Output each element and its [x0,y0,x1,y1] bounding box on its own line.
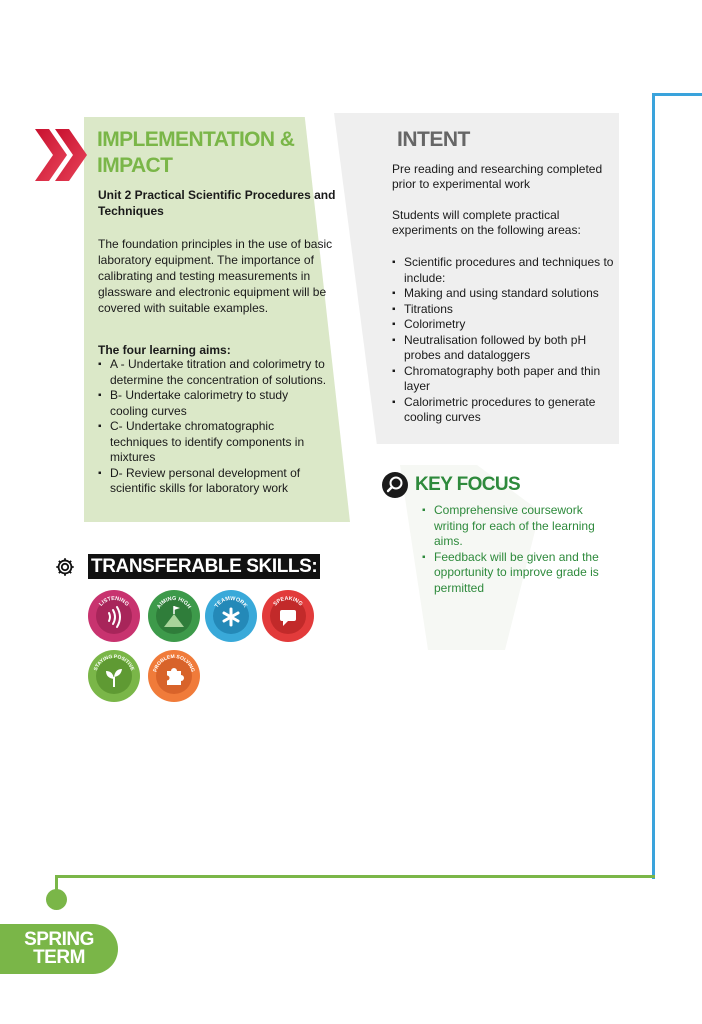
badge-label: SPEAKING [272,595,304,608]
list-item: ▪ D- Review personal development of scientific skills for laboratory work [98,466,328,497]
list-item: ▪ Making and using standard solutions [392,286,617,302]
transferable-skills-title: TRANSFERABLE SKILLS: [88,554,320,579]
term-badge [0,924,118,974]
key-focus-title: KEY FOCUS [415,474,521,495]
badge-label: LISTENING [98,595,130,608]
list-item: ▪ Colorimetry [392,317,617,333]
double-chevron-icon [33,127,93,183]
gear-icon [54,556,76,578]
skill-badge-staying-positive [88,650,140,702]
intent-title: INTENT [397,128,470,151]
badge-label: AIMING HIGH [156,595,192,610]
unit-title: Unit 2 Practical Scientific Procedures and Techniques [98,188,336,218]
badge-label: STAYING POSITIVE [92,653,136,672]
aims-list [98,357,328,497]
list-item: ▪ Chromatography both paper and thin layer [392,364,617,395]
list-item: ▪ Scientific procedures and techniques to include: [392,255,617,286]
list-item: ▪ B- Undertake calorimetry to study cooling curves [98,388,328,419]
skill-badge-aiming-high [148,590,200,642]
term-line2: TERM [33,947,85,968]
skill-badge-problem-solving [148,650,200,702]
skill-badge-listening [88,590,140,642]
term-line1: SPRING [24,929,94,950]
key-focus-list [422,503,607,596]
intent-paragraph-1: Pre reading and researching completed prior to experimental work [392,162,603,191]
list-item: ▪ Neutralisation followed by both pH probes and dataloggers [392,333,617,364]
skill-badge-speaking [262,590,314,642]
timeline-line-bottom [55,875,655,899]
timeline-line-top [652,93,702,879]
list-item: ▪ Titrations [392,302,617,318]
implementation-body: The foundation principles in the use of basic laboratory equipment. The importance of calibrating and testing measurements in glassware and electronic equipment will be covered with suitable examples. [98,237,333,315]
timeline-dot [46,889,67,910]
implementation-title-line2: IMPACT [97,154,173,177]
list-item: ▪ A - Undertake titration and colorimetry to determine the concentration of solutions. [98,357,328,388]
list-item: ▪ Feedback will be given and the opportunity to improve grade is permitted [422,550,607,597]
list-item: ▪ Calorimetric procedures to generate cooling curves [392,395,617,426]
magnifier-icon [382,472,408,498]
intent-paragraph-2: Students will complete practical experiments on the following areas: [392,208,581,237]
badge-label: TEAMWORK [213,595,249,610]
list-item: ▪ C- Undertake chromatographic techniques to identify components in mixtures [98,419,328,466]
aims-heading: The four learning aims: [98,343,231,357]
list-item: ▪ Comprehensive coursework writing for each of the learning aims. [422,503,607,550]
skill-badge-teamwork [205,590,257,642]
intent-list [392,255,617,426]
implementation-title [97,127,294,179]
badge-label: PROBLEM SOLVING [152,653,196,673]
implementation-title-line1: IMPLEMENTATION & [97,128,295,151]
